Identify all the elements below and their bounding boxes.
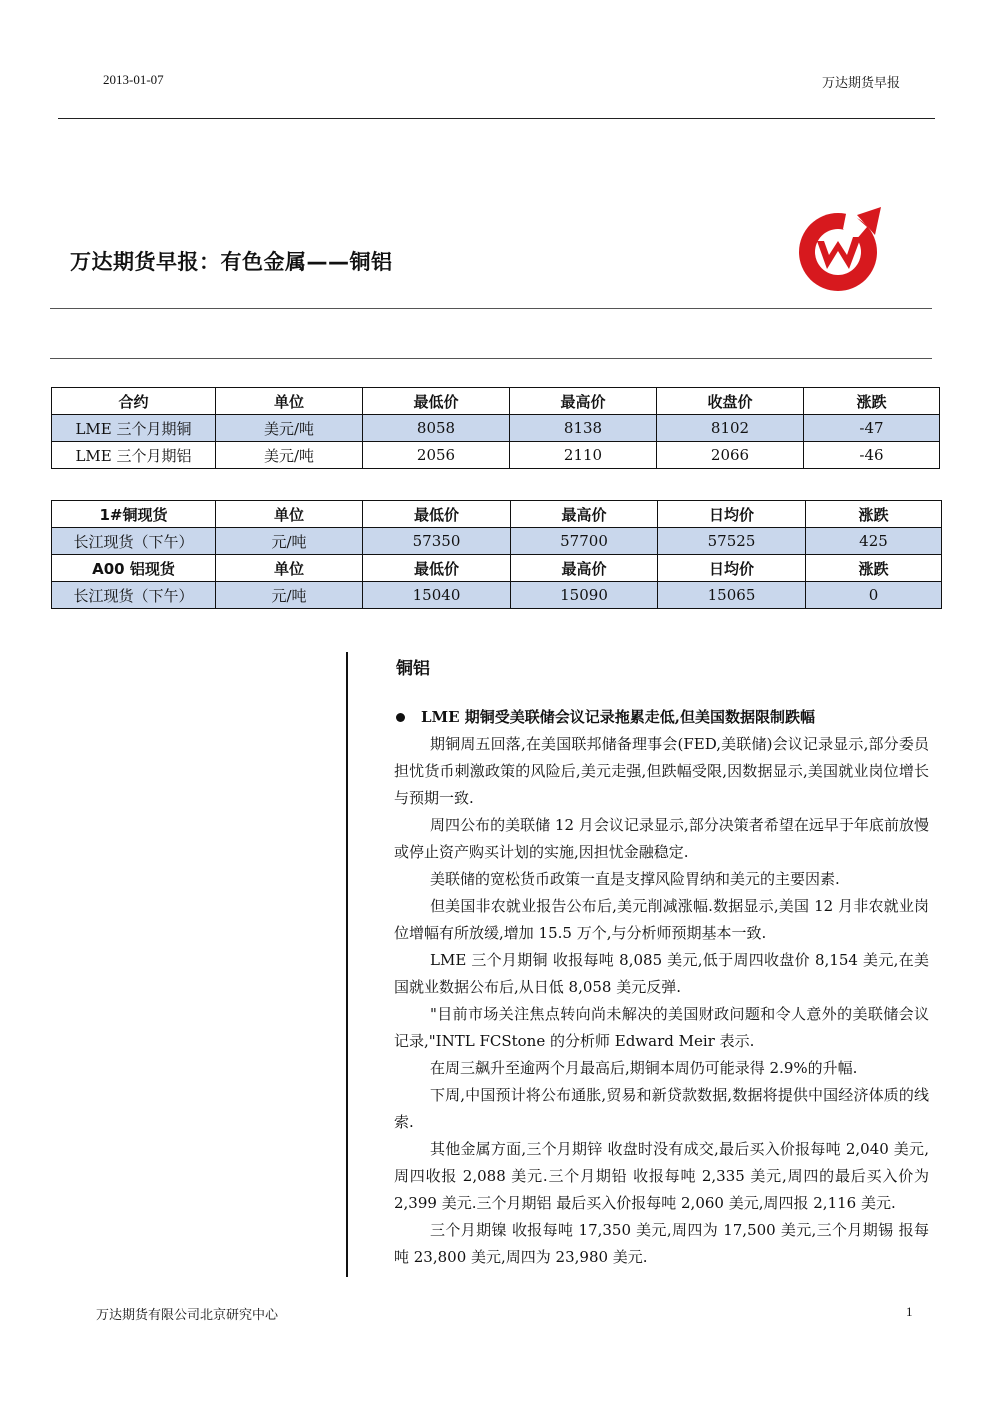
header-cell: 最高价 xyxy=(510,388,657,415)
header-cell: 最低价 xyxy=(363,388,510,415)
table-cell: 57350 xyxy=(363,528,511,555)
paragraph: 在周三飙升至逾两个月最高后,期铜本周仍可能录得 2.9%的升幅. xyxy=(430,1059,858,1077)
table-cell: 美元/吨 xyxy=(216,442,363,469)
header-cell: 涨跌 xyxy=(804,388,940,415)
paragraph: "目前市场关注焦点转向尚未解决的美国财政问题和令人意外的美联储会议记录,"INTL FCStone 的分析师 Edward Meir 表示. xyxy=(394,1005,929,1050)
table-header-row xyxy=(52,388,940,415)
table-cell: 57525 xyxy=(658,528,806,555)
table-cell: LME 三个月期铝 xyxy=(52,442,216,469)
spot-price-table xyxy=(51,500,942,609)
paragraph: 但美国非农就业报告公布后,美元削减涨幅.数据显示,美国 12 月非农就业岗位增幅有所放缓,增加 15.5 万个,与分析师预期基本一致. xyxy=(394,897,929,942)
header-cell: 收盘价 xyxy=(657,388,804,415)
table-cell: 8058 xyxy=(363,415,510,442)
table-cell: 元/吨 xyxy=(216,582,363,609)
paragraph: 其他金属方面,三个月期锌 收盘时没有成交,最后买入价报每吨 2,040 美元,周四收报 2,088 美元.三个月期铅 收报每吨 2,335 美元,周四的最后买入价为 2,399 美元.三个月期铝 最后买入价报每吨 2,060 美元,周四报 2,116 美元. xyxy=(394,1140,929,1212)
table-cell: 长江现货（下午） xyxy=(52,582,216,609)
paragraph: 周四公布的美联储 12 月会议记录显示,部分决策者希望在远早于年底前放慢或停止资产购买计划的实施,因担忧金融稳定. xyxy=(394,816,929,861)
paragraph: 期铜周五回落,在美国联邦储备理事会(FED,美联储)会议记录显示,部分委员担忧货币刺激政策的风险后,美元走强,但跌幅受限,因数据显示,美国就业岗位增长与预期一致. xyxy=(394,735,929,807)
paragraph: LME 三个月期铜 收报每吨 8,085 美元,低于周四收盘价 8,154 美元,在美国就业数据公布后,从日低 8,058 美元反弹. xyxy=(394,951,929,996)
table-row xyxy=(52,582,942,609)
title-rule-bottom xyxy=(50,358,932,359)
article-body xyxy=(394,731,929,1271)
header-cell: 最高价 xyxy=(511,555,658,582)
table-cell: 2056 xyxy=(363,442,510,469)
header-divider xyxy=(58,118,935,119)
title-rule-top xyxy=(50,308,932,309)
table-cell: 长江现货（下午） xyxy=(52,528,216,555)
table-cell: 0 xyxy=(806,582,942,609)
table-cell: 425 xyxy=(806,528,942,555)
table-row xyxy=(52,415,940,442)
header-cell: 最低价 xyxy=(363,555,511,582)
header-cell: 涨跌 xyxy=(806,555,942,582)
table-cell: 15090 xyxy=(511,582,658,609)
header-cell: 单位 xyxy=(216,555,363,582)
table-cell: LME 三个月期铜 xyxy=(52,415,216,442)
header-cell: A00 铝现货 xyxy=(52,555,216,582)
paragraph: 三个月期镍 收报每吨 17,350 美元,周四为 17,500 美元,三个月期锡 报每吨 23,800 美元,周四为 23,980 美元. xyxy=(394,1221,929,1266)
table-row xyxy=(52,442,940,469)
lme-price-table xyxy=(51,387,940,469)
header-cell: 单位 xyxy=(216,501,363,528)
table-cell: 8138 xyxy=(510,415,657,442)
column-divider xyxy=(346,652,348,1277)
table-cell: 2110 xyxy=(510,442,657,469)
header-cell: 日均价 xyxy=(658,501,806,528)
wanda-logo-icon xyxy=(795,207,885,293)
table-cell: -46 xyxy=(804,442,940,469)
header-cell: 合约 xyxy=(52,388,216,415)
bullet-icon xyxy=(396,713,405,722)
table-header-row xyxy=(52,501,942,528)
header-cell: 单位 xyxy=(216,388,363,415)
page-number: 1 xyxy=(906,1304,913,1319)
table-cell: 8102 xyxy=(657,415,804,442)
header-cell: 日均价 xyxy=(658,555,806,582)
table-row xyxy=(52,528,942,555)
table-cell: 57700 xyxy=(511,528,658,555)
bullet-heading-text: LME 期铜受美联储会议记录拖累走低,但美国数据限制跌幅 xyxy=(421,708,816,726)
header-cell: 最高价 xyxy=(511,501,658,528)
header-cell: 最低价 xyxy=(363,501,511,528)
table-cell: 2066 xyxy=(657,442,804,469)
section-title: 铜铝 xyxy=(396,659,430,679)
header-brand: 万达期货早报 xyxy=(821,76,900,91)
table-cell: 15040 xyxy=(363,582,511,609)
table-cell: 美元/吨 xyxy=(216,415,363,442)
table-cell: 元/吨 xyxy=(216,528,363,555)
table-cell: -47 xyxy=(804,415,940,442)
header-cell: 涨跌 xyxy=(806,501,942,528)
paragraph: 下周,中国预计将公布通胀,贸易和新贷款数据,数据将提供中国经济体质的线索. xyxy=(394,1086,929,1131)
report-date: 2013-01-07 xyxy=(103,72,164,87)
paragraph: 美联储的宽松货币政策一直是支撑风险胃纳和美元的主要因素. xyxy=(430,870,840,888)
header-cell: 1#铜现货 xyxy=(52,501,216,528)
page-title: 万达期货早报：有色金属——铜铝 xyxy=(70,250,393,274)
bullet-heading xyxy=(396,706,931,727)
footer-company: 万达期货有限公司北京研究中心 xyxy=(96,1308,279,1323)
table-header-row xyxy=(52,555,942,582)
table-cell: 15065 xyxy=(658,582,806,609)
